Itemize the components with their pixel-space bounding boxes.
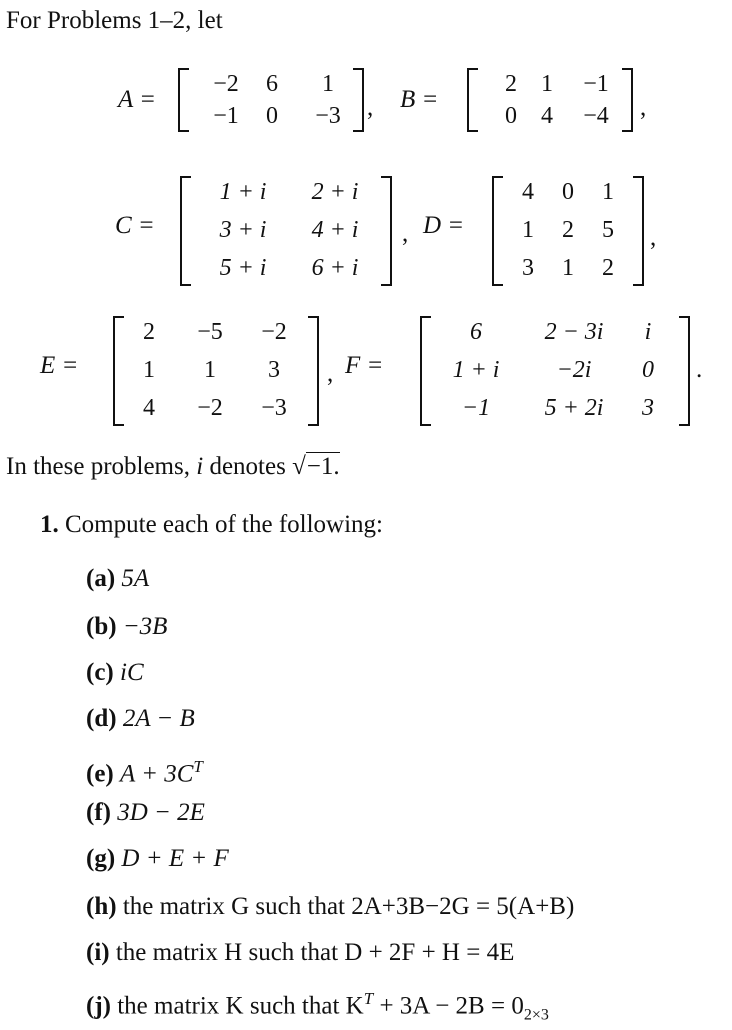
comma: , — [402, 220, 409, 247]
label-b: B = — [400, 86, 439, 113]
label-a: A = — [118, 86, 156, 113]
item-expr: the matrix H such that D + 2F + H = 4E — [115, 939, 515, 966]
cell: 2 + i — [311, 179, 359, 205]
label-c: C = — [115, 212, 155, 239]
cell: −1 — [583, 71, 609, 97]
label-d: D = — [423, 212, 465, 239]
item-label: (f) — [86, 799, 111, 826]
cell: 1 — [541, 71, 553, 97]
item-expr: 2A − B — [122, 705, 195, 732]
list-item — [86, 612, 167, 642]
sqrt-symbol: √ — [292, 453, 306, 480]
cell: 1 — [322, 71, 334, 97]
item-expr: −3B — [122, 613, 168, 640]
cell: 0 — [505, 103, 517, 129]
cell: 4 — [143, 395, 155, 421]
item-tail: + 3A − 2B = 0 — [373, 992, 524, 1020]
cell: 3 — [642, 395, 654, 421]
cell: 5 — [602, 217, 614, 243]
cell: 2 — [602, 255, 614, 281]
matrix-a — [178, 68, 364, 132]
cell: 2 — [143, 319, 155, 345]
list-item — [86, 984, 549, 1030]
intro-text: For Problems 1–2, let — [6, 7, 223, 34]
note-var: i — [196, 453, 204, 480]
item-expr: D + E + F — [121, 845, 229, 872]
list-item — [86, 892, 574, 922]
note-radicand: −1. — [306, 453, 340, 480]
cell: 4 — [522, 179, 534, 205]
cell: 4 — [541, 103, 553, 129]
cell: −2 — [261, 319, 287, 345]
matrix-d — [492, 176, 644, 286]
cell: −2i — [556, 357, 592, 383]
comma: , — [367, 94, 374, 121]
problem-number: 1. — [40, 511, 59, 538]
cell: 1 — [602, 179, 614, 205]
item-label: (d) — [86, 705, 117, 732]
cell: −1 — [461, 395, 491, 421]
list-item — [86, 752, 203, 789]
cell: 2 — [505, 71, 517, 97]
item-sup: T — [193, 757, 203, 776]
cell: 6 + i — [311, 255, 359, 281]
item-expr: iC — [120, 659, 144, 686]
cell: 4 + i — [311, 217, 359, 243]
item-label: (h) — [86, 893, 117, 920]
item-label: (b) — [86, 613, 117, 640]
cell: 6 — [470, 319, 482, 345]
list-item — [86, 938, 514, 968]
cell: −2 — [197, 395, 223, 421]
item-label: (e) — [86, 760, 114, 788]
item-expr: the matrix K such that K — [117, 992, 364, 1020]
item-label: (a) — [86, 565, 116, 592]
item-expr: A + 3C — [120, 760, 194, 788]
list-item — [86, 564, 149, 594]
item-expr: 5A — [121, 565, 150, 592]
label-f: F = — [345, 352, 384, 379]
matrix-e — [113, 316, 319, 426]
cell: 0 — [562, 179, 574, 205]
item-label: (j) — [86, 992, 111, 1020]
cell: i — [644, 319, 652, 345]
cell: 0 — [266, 103, 278, 129]
cell: 3 + i — [219, 217, 267, 243]
period: . — [696, 356, 703, 383]
item-label: (c) — [86, 659, 114, 686]
cell: 2 − 3i — [544, 319, 604, 345]
cell: 3 — [522, 255, 534, 281]
cell: 6 — [266, 71, 278, 97]
cell: 3 — [268, 357, 280, 383]
cell: 0 — [642, 357, 654, 383]
cell: −4 — [583, 103, 609, 129]
matrix-f — [420, 316, 690, 426]
label-e: E = — [40, 352, 79, 379]
cell: 1 + i — [452, 357, 500, 383]
comma: , — [640, 94, 647, 121]
cell: −3 — [315, 103, 341, 129]
cell: 5 + 2i — [544, 395, 604, 421]
item-expr: the matrix G such that 2A+3B−2G = 5(A+B) — [122, 893, 575, 920]
item-sub: 2×3 — [523, 1006, 549, 1024]
comma: , — [327, 360, 334, 387]
list-item — [86, 704, 195, 734]
list-item — [86, 798, 205, 828]
cell: −5 — [197, 319, 223, 345]
problem-heading — [40, 510, 383, 540]
cell: 1 + i — [219, 179, 267, 205]
note-line — [6, 452, 340, 482]
cell: 1 — [522, 217, 534, 243]
cell: 1 — [562, 255, 574, 281]
comma: , — [650, 224, 657, 251]
cell: −1 — [213, 103, 239, 129]
cell: −2 — [213, 71, 239, 97]
note-prefix: In these problems, — [6, 453, 197, 480]
matrix-c — [180, 176, 392, 286]
note-mid: denotes — [203, 453, 293, 480]
cell: 5 + i — [219, 255, 267, 281]
matrix-b — [467, 68, 633, 132]
list-item — [86, 844, 229, 874]
cell: 1 — [143, 357, 155, 383]
cell: −3 — [261, 395, 287, 421]
item-sup: T — [363, 989, 374, 1008]
cell: 1 — [204, 357, 216, 383]
item-label: (g) — [86, 845, 116, 872]
cell: 2 — [562, 217, 574, 243]
list-item — [86, 658, 144, 688]
item-expr: 3D − 2E — [117, 799, 205, 826]
problem-text: Compute each of the following: — [65, 511, 383, 538]
item-label: (i) — [86, 939, 110, 966]
